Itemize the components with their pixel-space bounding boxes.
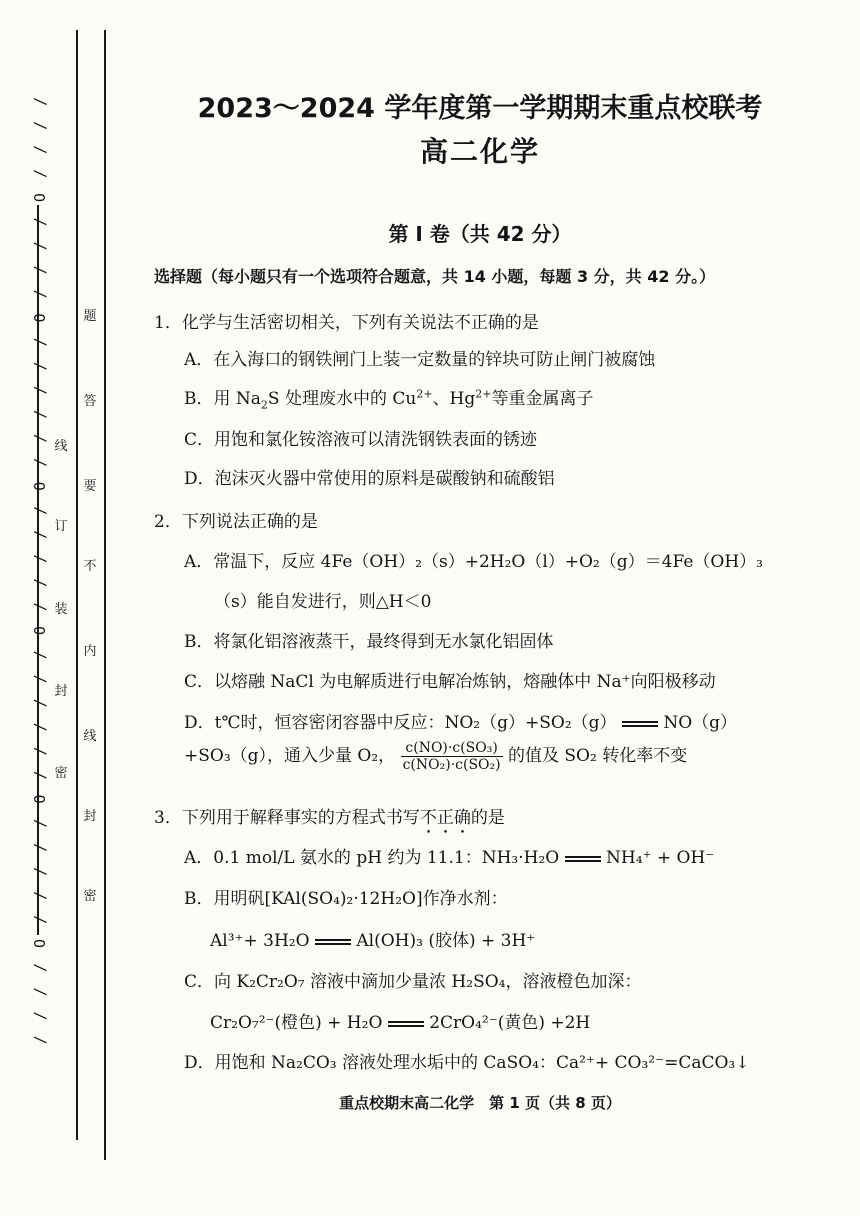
q3-stem: 3．下列用于解释事实的方程式书写不正确的是 bbox=[154, 808, 505, 828]
q2-option-d-line1: D．t℃时，恒容密闭容器中反应：NO₂（g）+SO₂（g） NO（g） bbox=[184, 713, 738, 733]
margin-word-bu: 不 bbox=[83, 559, 97, 574]
q1-option-d: D．泡沫灭火器中常使用的原料是碳酸钠和硫酸铝 bbox=[184, 469, 555, 489]
q3-option-c-line1: C．向 K₂Cr₂O₇ 溶液中滴加少量浓 H₂SO₄，溶液橙色加深： bbox=[184, 972, 642, 992]
q3-option-a: A．0.1 mol/L 氨水的 pH 约为 11.1：NH₃·H₂O NH₄⁺ + OH⁻ bbox=[184, 848, 715, 868]
margin-outer-feng: 封 bbox=[54, 684, 68, 699]
equilibrium-arrow bbox=[315, 937, 351, 947]
margin-word-mi: 密 bbox=[83, 889, 97, 904]
q2-option-c: C．以熔融 NaCl 为电解质进行电解冶炼钠，熔融体中 Na⁺向阳极移动 bbox=[184, 672, 716, 692]
margin-line-inner bbox=[104, 30, 106, 1160]
margin-outer-ding: 订 bbox=[54, 519, 68, 534]
concentration-fraction: $\frac{\text{c(NO)·c(SO₃)}}{\text{c(NO₂)·c(SO₂)}}$ bbox=[402, 740, 501, 773]
q3-option-b-line2: Al³⁺+ 3H₂O Al(OH)₃ (胶体) + 3H⁺ bbox=[210, 931, 536, 951]
q2-option-a-line2: （s）能自发进行，则△H＜0 bbox=[214, 592, 432, 612]
q2-option-a-line1: A．常温下，反应 4Fe（OH）₂（s）+2H₂O（l）+O₂（g）＝4Fe（OH）₃ bbox=[184, 552, 763, 572]
margin-word-da: 答 bbox=[83, 394, 97, 409]
margin-outer-xian: 线 bbox=[54, 439, 68, 454]
margin-seal-pattern: / / / / O / / / / / O / / / / / / O / / / / / O / / / / / / O / / / / O / / / / bbox=[31, 93, 49, 1045]
margin-line-outer bbox=[76, 30, 78, 1140]
q1-option-c: C．用饱和氯化铵溶液可以清洗钢铁表面的锈迹 bbox=[184, 430, 538, 450]
equilibrium-arrow bbox=[622, 719, 658, 729]
margin-word-xian: 线 bbox=[83, 729, 97, 744]
q1-option-b: B．用 $Na_2S$ 处理废水中的 $Cu^{2+}$、$Hg^{2+}$等重金属离子 bbox=[184, 387, 594, 412]
q3-option-c-line2: Cr₂O₇²⁻(橙色) + H₂O 2CrO₄²⁻(黄色) +2H bbox=[210, 1013, 591, 1033]
q3-option-b-line1: B．用明矾[KAl(SO₄)₂·12H₂O]作净水剂： bbox=[184, 889, 508, 909]
q1-stem: 1．化学与生活密切相关，下列有关说法不正确的是 bbox=[154, 313, 539, 333]
exam-title: 2023～2024 学年度第一学期期末重点校联考 bbox=[197, 93, 763, 124]
margin-outer-zhuang: 装 bbox=[54, 602, 68, 617]
page-footer: 重点校期末高二化学 第 1 页（共 8 页） bbox=[339, 1094, 621, 1112]
margin-outer-mi: 密 bbox=[54, 766, 68, 781]
q3-option-d: D．用饱和 Na₂CO₃ 溶液处理水垢中的 CaSO₄：Ca²⁺+ CO₃²⁻=CaCO₃↓ bbox=[184, 1053, 750, 1073]
margin-word-feng: 封 bbox=[83, 809, 97, 824]
volume-heading: 第 Ⅰ 卷（共 42 分） bbox=[388, 222, 572, 246]
margin-word-nei: 内 bbox=[83, 644, 97, 659]
q2-option-d-line2: +SO₃（g），通入少量 O₂， $\frac{\text{c(NO)·c(SO₃)}}{\text{c(NO₂)·c(SO₂)}}$ 的值及 SO₂ 转化率不变 bbox=[184, 740, 688, 773]
q2-option-b: B．将氯化铝溶液蒸干，最终得到无水氯化铝固体 bbox=[184, 632, 554, 652]
margin-word-ti: 题 bbox=[83, 309, 97, 324]
margin-word-yao: 要 bbox=[83, 479, 97, 494]
subject-title: 高二化学 bbox=[419, 135, 540, 168]
equilibrium-arrow bbox=[565, 854, 601, 864]
q1-option-a: A．在入海口的钢铁闸门上装一定数量的锌块可防止闸门被腐蚀 bbox=[184, 350, 656, 370]
section-instruction: 选择题（每小题只有一个选项符合题意，共 14 小题，每题 3 分，共 42 分。） bbox=[154, 267, 716, 286]
q2-stem: 2．下列说法正确的是 bbox=[154, 512, 318, 532]
equilibrium-arrow bbox=[388, 1019, 424, 1029]
